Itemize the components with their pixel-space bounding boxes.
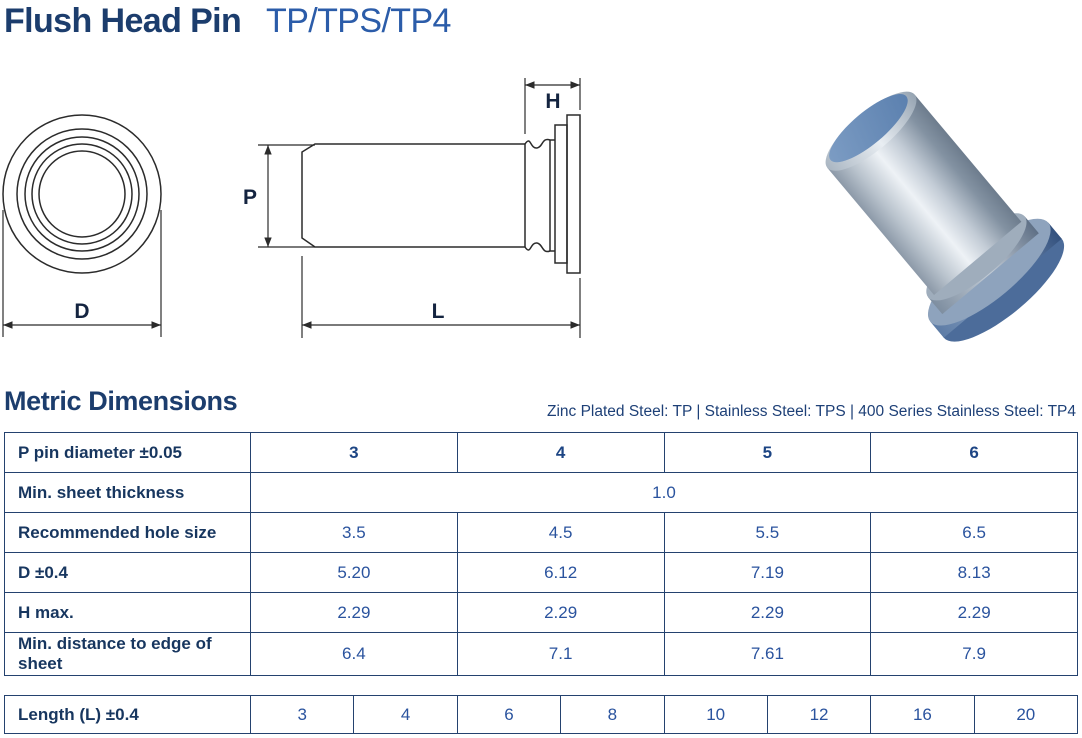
value-cell: 8.13 xyxy=(871,553,1078,593)
page-title xyxy=(4,2,451,41)
front-view-drawing xyxy=(0,60,180,350)
value-cell: 7.1 xyxy=(457,633,664,676)
row-label: Recommended hole size xyxy=(5,513,251,553)
value-cell: 5 xyxy=(664,433,871,473)
p-dimension-label: P xyxy=(242,186,258,209)
value-cell: 4 xyxy=(354,696,457,734)
value-cell: 6 xyxy=(457,696,560,734)
row-label: Length (L) ±0.4 xyxy=(5,696,251,734)
metric-dimensions-table xyxy=(4,432,1078,676)
l-dimension-label: L xyxy=(431,300,445,323)
value-cell: 6.4 xyxy=(251,633,458,676)
section-heading: Metric Dimensions xyxy=(4,386,238,416)
d-dimension-label: D xyxy=(74,300,90,323)
value-cell: 2.29 xyxy=(251,593,458,633)
value-cell: 1.0 xyxy=(251,473,1078,513)
value-cell: 6.12 xyxy=(457,553,664,593)
value-cell: 12 xyxy=(767,696,870,734)
row-label: H max. xyxy=(5,593,251,633)
value-cell: 2.29 xyxy=(871,593,1078,633)
value-cell: 4.5 xyxy=(457,513,664,553)
table-row xyxy=(5,473,1078,513)
value-cell: 7.19 xyxy=(664,553,871,593)
row-label: Min. distance to edge of sheet xyxy=(5,633,251,676)
value-cell: 7.9 xyxy=(871,633,1078,676)
head-ring xyxy=(555,125,567,263)
row-label: P pin diameter ±0.05 xyxy=(5,433,251,473)
table-row xyxy=(5,513,1078,553)
value-cell: 7.61 xyxy=(664,633,871,676)
table-row xyxy=(5,433,1078,473)
value-cell: 3 xyxy=(251,433,458,473)
value-cell: 16 xyxy=(871,696,974,734)
value-cell: 5.20 xyxy=(251,553,458,593)
value-cell: 3 xyxy=(251,696,354,734)
part-codes: TP/TPS/TP4 xyxy=(266,2,451,40)
value-cell: 6.5 xyxy=(871,513,1078,553)
concentric-circles xyxy=(3,115,161,273)
materials-note: Zinc Plated Steel: TP | Stainless Steel: TPS | 400 Series Stainless Steel: TP4 xyxy=(546,403,1076,420)
value-cell: 5.5 xyxy=(664,513,871,553)
value-cell: 2.29 xyxy=(664,593,871,633)
product-photo xyxy=(798,50,1082,362)
head-flange xyxy=(567,115,580,273)
value-cell: 10 xyxy=(664,696,767,734)
side-view-drawing xyxy=(230,60,590,350)
table-row xyxy=(5,593,1078,633)
row-label: Min. sheet thickness xyxy=(5,473,251,513)
length-table xyxy=(4,695,1078,734)
value-cell: 3.5 xyxy=(251,513,458,553)
table-row xyxy=(5,633,1078,676)
table-row xyxy=(5,553,1078,593)
product-name: Flush Head Pin xyxy=(4,2,242,40)
value-cell: 4 xyxy=(457,433,664,473)
value-cell: 2.29 xyxy=(457,593,664,633)
value-cell: 6 xyxy=(871,433,1078,473)
value-cell: 8 xyxy=(561,696,664,734)
table-row xyxy=(5,696,1078,734)
row-label: D ±0.4 xyxy=(5,553,251,593)
h-dimension-label: H xyxy=(545,90,561,113)
pin-shaft-outline xyxy=(302,144,525,247)
value-cell: 20 xyxy=(974,696,1077,734)
